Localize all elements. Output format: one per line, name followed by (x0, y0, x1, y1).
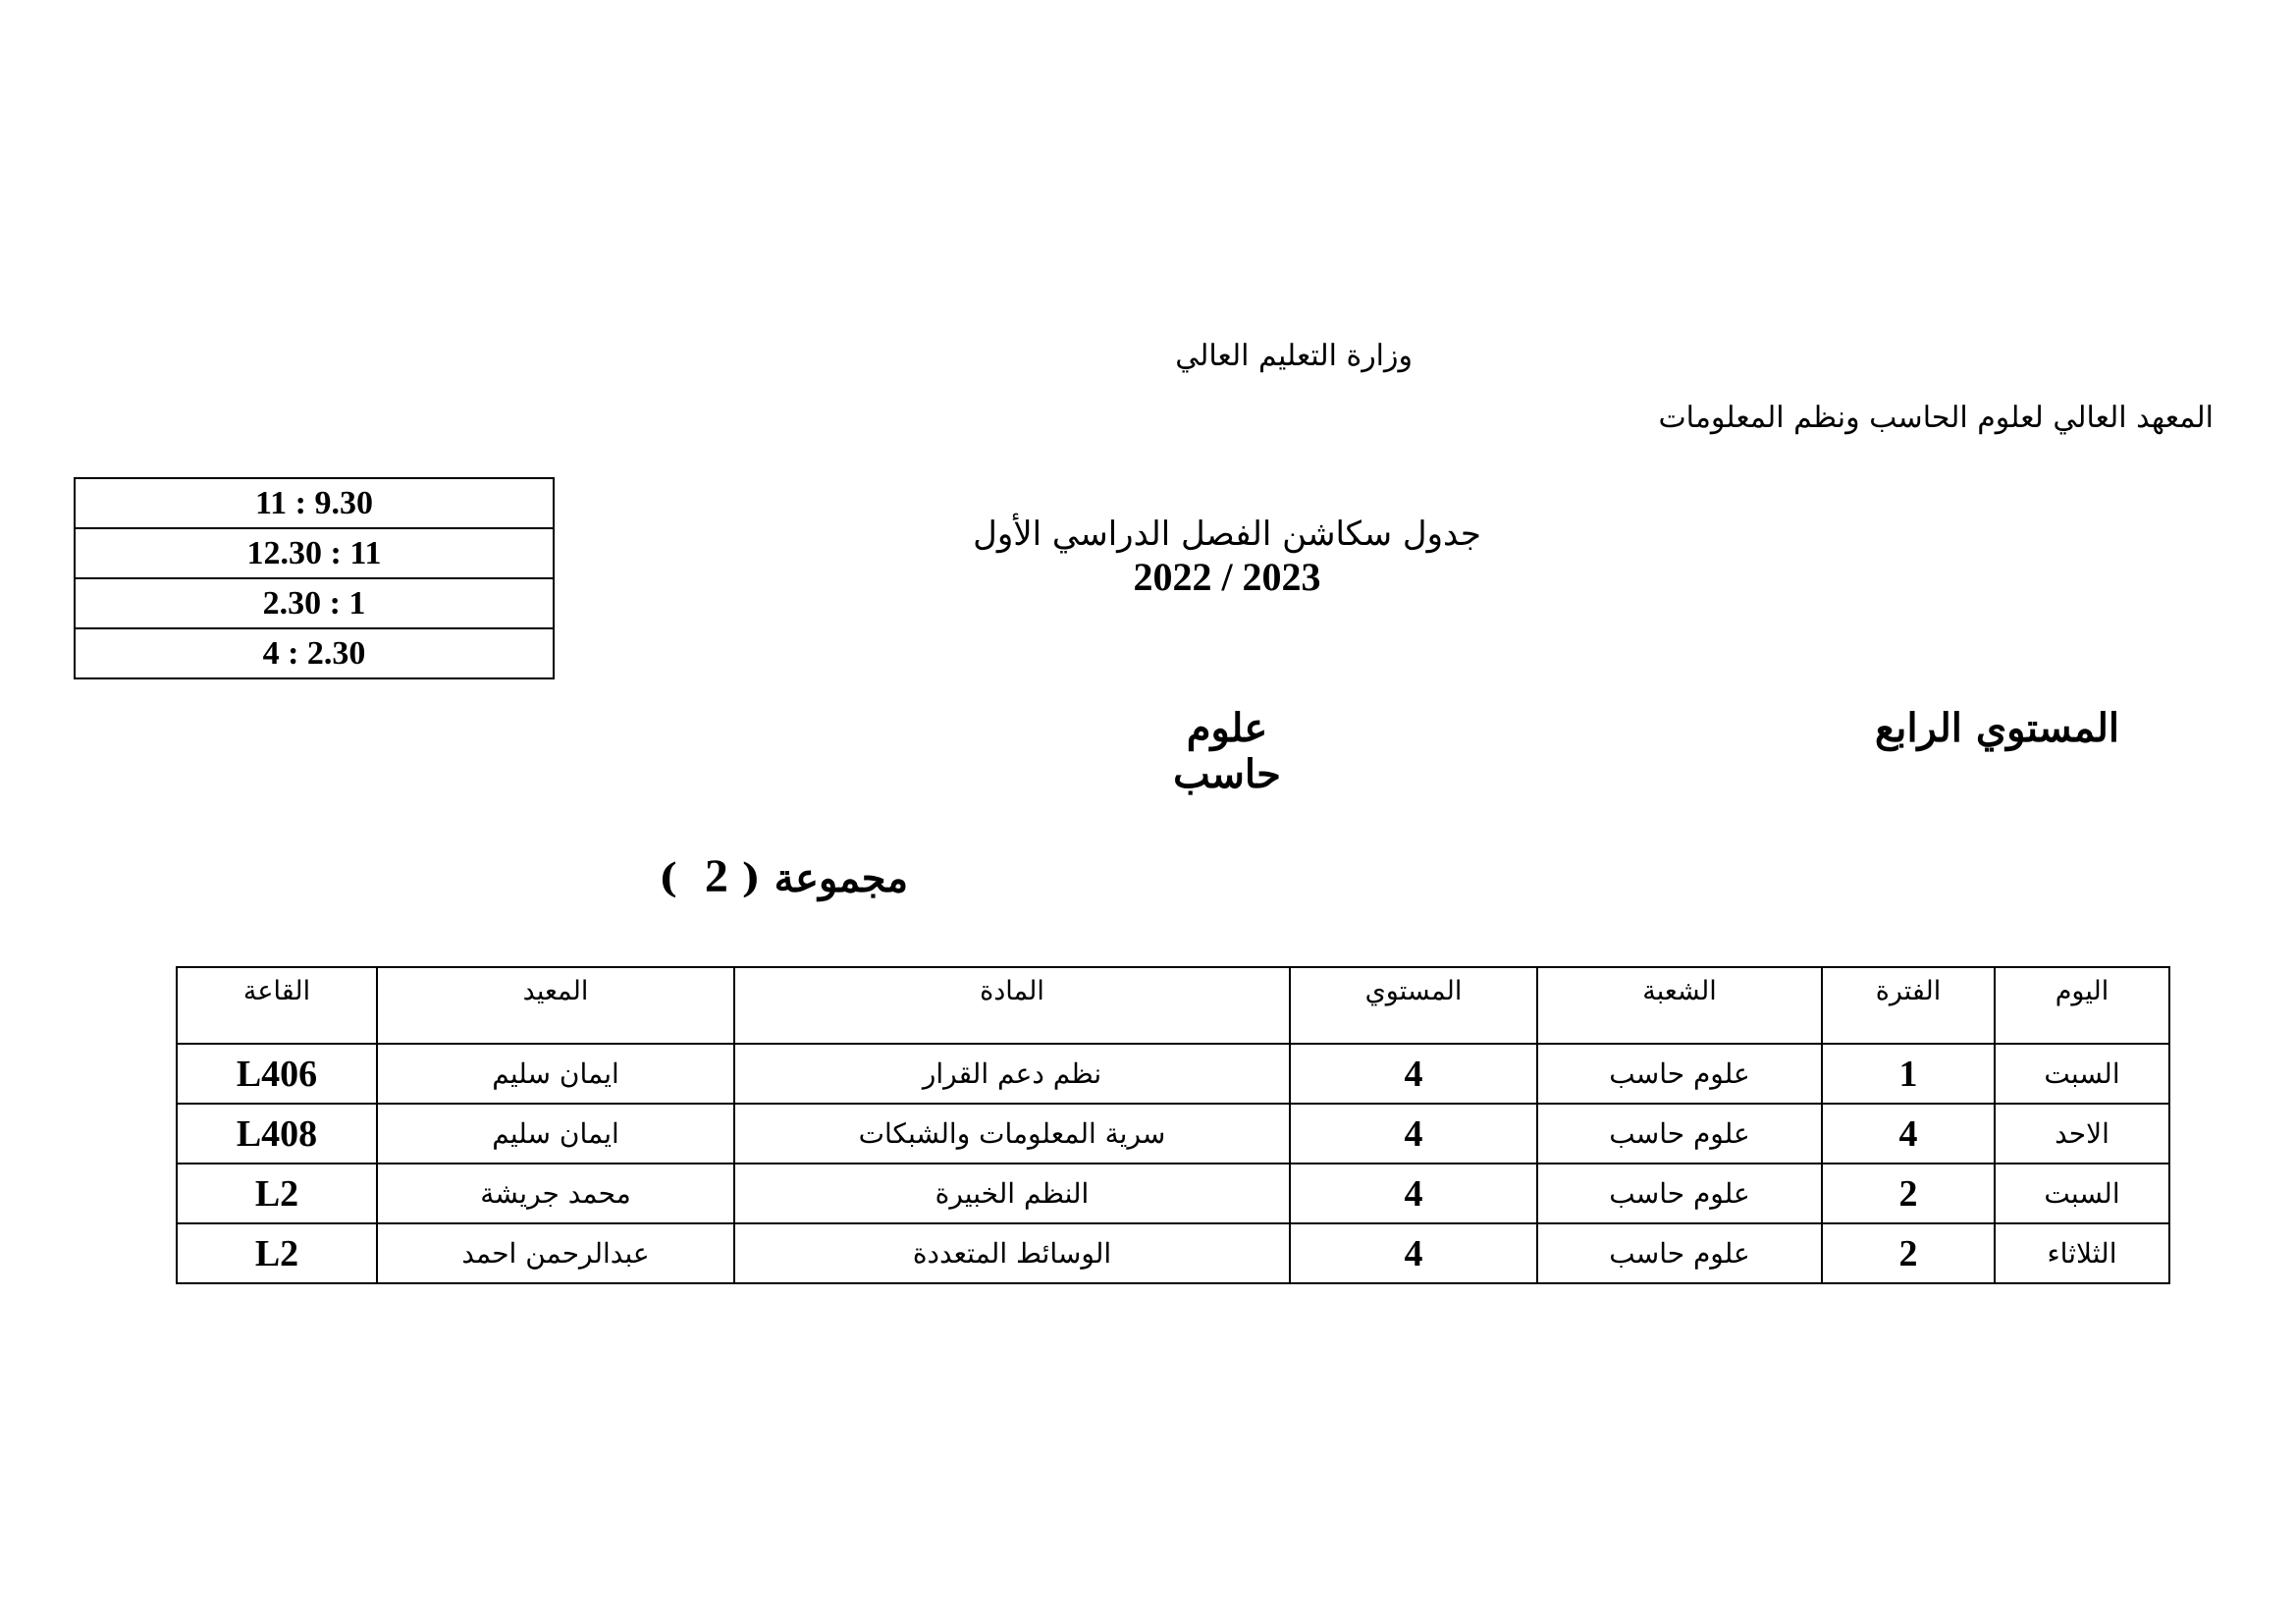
document-title-years: 2022 / 2023 (1133, 555, 1321, 599)
cell-subject: النظم الخبيرة (734, 1164, 1290, 1223)
header-division: الشعبة (1537, 967, 1822, 1044)
cell-level: 4 (1290, 1223, 1537, 1283)
cell-room: L2 (177, 1164, 377, 1223)
group-label: مجموعة ( 2 ) (659, 850, 908, 902)
cell-level: 4 (1290, 1044, 1537, 1104)
cell-period: 2 (1822, 1223, 1995, 1283)
period-cell: 2.30 : 1 (75, 578, 554, 628)
cell-level: 4 (1290, 1104, 1537, 1164)
ministry-name: وزارة التعليم العالي (1175, 339, 1413, 373)
institute-name: المعهد العالي لعلوم الحاسب ونظم المعلومات (1658, 401, 2214, 435)
cell-subject: سرية المعلومات والشبكات (734, 1104, 1290, 1164)
department-label: علوم حاسب (1173, 705, 1281, 797)
cell-subject: الوسائط المتعددة (734, 1223, 1290, 1283)
cell-division: علوم حاسب (1537, 1164, 1822, 1223)
cell-assistant: ايمان سليم (377, 1104, 734, 1164)
level-label: المستوي الرابع (1875, 705, 2119, 751)
cell-period: 1 (1822, 1044, 1995, 1104)
table-row (177, 1223, 2169, 1283)
schedule-header-row (177, 967, 2169, 1044)
cell-day: الاحد (1995, 1104, 2169, 1164)
period-cell: 4 : 2.30 (75, 628, 554, 678)
table-row (177, 1164, 2169, 1223)
period-cell: 11 : 9.30 (75, 478, 554, 528)
cell-assistant: عبدالرحمن احمد (377, 1223, 734, 1283)
cell-room: L2 (177, 1223, 377, 1283)
document-title-text: جدول سكاشن الفصل الدراسي الأول (973, 514, 1481, 554)
cell-day: الثلاثاء (1995, 1223, 2169, 1283)
header-day: اليوم (1995, 967, 2169, 1044)
header-period: الفترة (1822, 967, 1995, 1044)
cell-division: علوم حاسب (1537, 1223, 1822, 1283)
cell-day: السبت (1995, 1044, 2169, 1104)
periods-table (74, 477, 555, 679)
header-room: القاعة (177, 967, 377, 1044)
cell-assistant: محمد جريشة (377, 1164, 734, 1223)
table-row (177, 1104, 2169, 1164)
cell-assistant: ايمان سليم (377, 1044, 734, 1104)
cell-room: L406 (177, 1044, 377, 1104)
group-text: مجموعة (774, 855, 908, 901)
cell-subject: نظم دعم القرار (734, 1044, 1290, 1104)
cell-period: 4 (1822, 1104, 1995, 1164)
schedule-table (176, 966, 2170, 1284)
cell-division: علوم حاسب (1537, 1044, 1822, 1104)
cell-day: السبت (1995, 1164, 2169, 1223)
header-assistant: المعيد (377, 967, 734, 1044)
table-row (177, 1044, 2169, 1104)
header-level: المستوي (1290, 967, 1537, 1044)
period-cell: 12.30 : 11 (75, 528, 554, 578)
document-title (933, 514, 1522, 600)
cell-level: 4 (1290, 1164, 1537, 1223)
header-subject: المادة (734, 967, 1290, 1044)
cell-room: L408 (177, 1104, 377, 1164)
group-number: 2 (704, 850, 728, 902)
cell-division: علوم حاسب (1537, 1104, 1822, 1164)
cell-period: 2 (1822, 1164, 1995, 1223)
